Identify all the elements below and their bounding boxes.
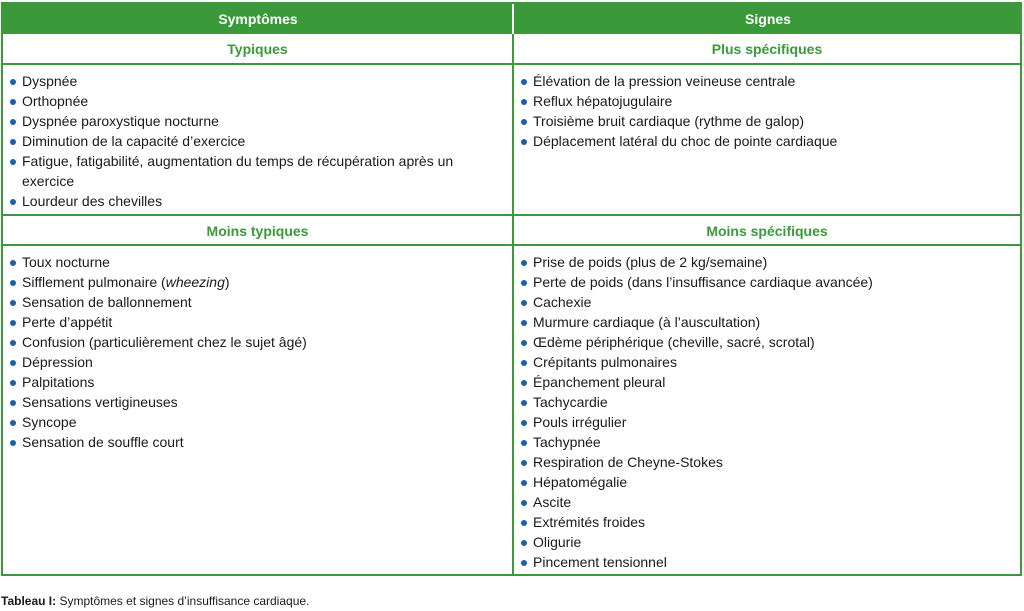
list-item: Perte de poids (dans l’insuffisance cardiaque avancée): [520, 272, 1010, 292]
list-item: Sensation de souffle court: [9, 432, 489, 452]
list-moins-specifiques: [520, 252, 1010, 572]
list-item: Syncope: [9, 412, 489, 432]
list-item: Sensation de ballonnement: [9, 292, 489, 312]
list-item: Sensations vertigineuses: [9, 392, 489, 412]
list-item: Troisième bruit cardiaque (rythme de galop): [520, 111, 1010, 131]
list-item: Fatigue, fatigabilité, augmentation du temps de récupération après un exercice: [9, 151, 489, 191]
list-item: Ascite: [520, 492, 1010, 512]
section-title-moins-specifiques: Moins spécifiques: [706, 223, 828, 239]
list-item: Diminution de la capacité d’exercice: [9, 131, 489, 151]
list-item: Perte d’appétit: [9, 312, 489, 332]
section-title-typiques: Typiques: [227, 41, 288, 57]
list-item: Œdème périphérique (cheville, sacré, scrotal): [520, 332, 1010, 352]
caption-label: Tableau I:: [1, 594, 57, 608]
list-item: Tachypnée: [520, 432, 1010, 452]
list-item: Pouls irrégulier: [520, 412, 1010, 432]
list-item: Respiration de Cheyne-Stokes: [520, 452, 1010, 472]
list-item: Déplacement latéral du choc de pointe cardiaque: [520, 131, 1010, 151]
symptoms-signs-table: [1, 2, 1022, 576]
list-item: Toux nocturne: [9, 252, 489, 272]
list-item: Lourdeur des chevilles: [9, 191, 489, 211]
list-item: Tachycardie: [520, 392, 1010, 412]
list-moins-typiques: [9, 252, 489, 452]
list-item: Confusion (particulièrement chez le sujet âgé): [9, 332, 489, 352]
header-signes: Signes: [514, 4, 1022, 34]
section-title-plus-specifiques: Plus spécifiques: [711, 41, 823, 57]
list-typiques: [9, 71, 489, 211]
list-item: Pincement tensionnel: [520, 552, 1010, 572]
list-item: Extrémités froides: [520, 512, 1010, 532]
list-item: Reflux hépatojugulaire: [520, 91, 1010, 111]
list-item: Hépatomégalie: [520, 472, 1010, 492]
column-divider: [512, 34, 514, 576]
list-item: Dépression: [9, 352, 489, 372]
list-item: Épanchement pleural: [520, 372, 1010, 392]
section-divider: [3, 214, 1020, 216]
list-item: Élévation de la pression veineuse centrale: [520, 71, 1010, 91]
section-title-moins-typiques: Moins typiques: [206, 223, 309, 239]
list-item: Crépitants pulmonaires: [520, 352, 1010, 372]
list-item: Murmure cardiaque (à l’auscultation): [520, 312, 1010, 332]
list-item: Dyspnée paroxystique nocturne: [9, 111, 489, 131]
italic-term: wheezing: [165, 274, 225, 290]
list-item: Orthopnée: [9, 91, 489, 111]
list-item: Dyspnée: [9, 71, 489, 91]
list-item: Prise de poids (plus de 2 kg/semaine): [520, 252, 1010, 272]
list-item: Cachexie: [520, 292, 1010, 312]
list-item: Palpitations: [9, 372, 489, 392]
list-item: Oligurie: [520, 532, 1010, 552]
list-plus-specifiques: [520, 71, 1010, 151]
list-item: Sifflement pulmonaire (wheezing): [9, 272, 489, 292]
section-divider: [3, 244, 1020, 246]
caption-text: Symptômes et signes d’insuffisance cardiaque.: [56, 594, 310, 608]
header-symptomes: Symptômes: [3, 4, 513, 34]
section-divider: [3, 63, 1020, 65]
table-caption: [1, 594, 309, 608]
